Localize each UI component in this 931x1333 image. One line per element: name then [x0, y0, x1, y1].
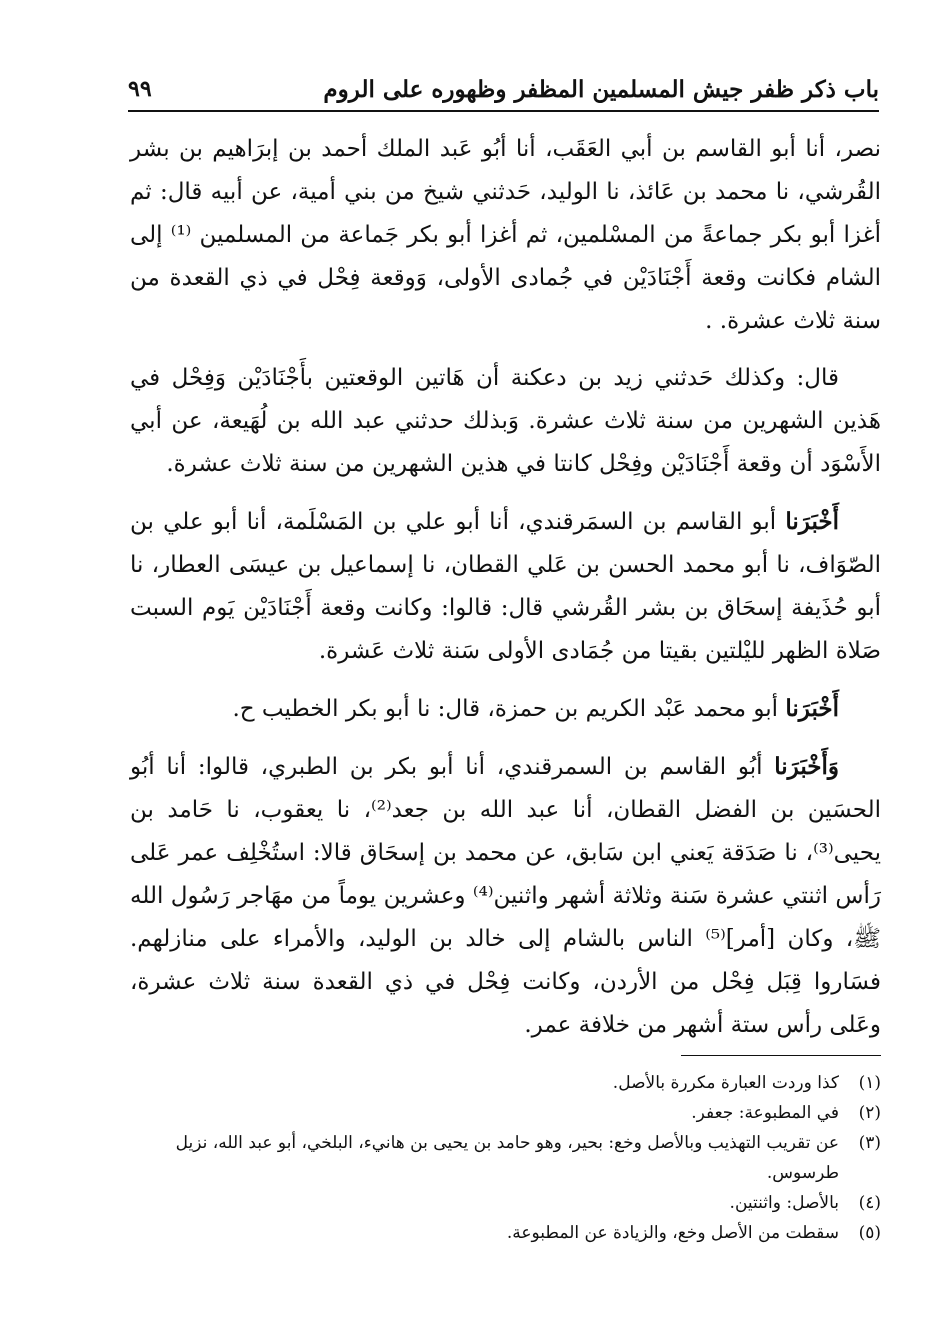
paragraph	[130, 745, 881, 1047]
footnotes	[130, 1068, 881, 1248]
main-text	[130, 128, 881, 1061]
footnote-number: (١)	[858, 1073, 881, 1093]
footnote-number: (٤)	[858, 1193, 881, 1213]
paragraph-text: أبُو القاسم بن السمرقندي، أنا أبو بكر بن الطبري، قالوا: أنا أبُو الحسَين بن الفضل القطان، أنا عبد الله بن جعد⁽²⁾، نا يعقوب، نا حَامد بن يحيى⁽³⁾، نا صَدَقة يَعني ابن سَابق، عن محمد بن إسحَاق قالا: استُخْلِف عمر عَلى رَأس اثنتي عشرة سَنة وثلاثة أشهر واثنين⁽⁴⁾ وعشرين يوماً من مهَاجر رَسُول الله ﷺ، وكان [أمر]⁽⁵⁾ الناس بالشام إلى خالد بن الوليد، والأمراء على منازلهم. فسَاروا قِبَل فِحْل من الأردن، وكانت فِحْل في ذي القعدة سنة ثلاث عشرة، وعَلى رأس ستة أشهر من خلافة عمر.	[130, 754, 881, 1038]
footnote	[130, 1128, 881, 1188]
paragraph-text: قال: وكذلك حَدثني زيد بن دعكنة أن هَاتين الوقعتين بأَجْنَادَيْن وَفِحْل في هَذين الشهرين من سنة ثلاث عشرة. وَبذلك حدثني عبد الله بن لُهَيعة، عن أبي الأَسْوَد أن وقعة أَجْنَادَيْن وفِحْل كانتا في هذين الشهرين من سنة ثلاث عشرة.	[130, 365, 881, 477]
footnote	[130, 1068, 881, 1098]
footnote-text: كذا وردت العبارة مكررة بالأصل.	[612, 1073, 839, 1093]
footnote	[130, 1098, 881, 1128]
footnote-number: (٥)	[858, 1223, 881, 1243]
running-title: باب ذكر ظفر جيش المسلمين المظفر وظهوره على الروم	[323, 75, 879, 103]
footnote-number: (٢)	[858, 1103, 881, 1123]
footnote-separator	[681, 1055, 881, 1056]
akhbarana-keyword: أَخْبَرَنا	[785, 508, 839, 535]
page-number: ٩٩	[128, 76, 152, 102]
paragraph-text: نصر، أنا أبو القاسم بن أبي العَقَب، أنا أبُو عَبد الملك أحمد بن إبرَاهيم بن بشر القُرشي، نا محمد بن عَائذ، نا الوليد، حَدثني شيخ من بني أمية، عن أبيه قال: ثم أغزا أبو بكر جماعةً من المسْلمين، ثم أغزا أبو بكر جَماعة من المسلمين ⁽¹⁾ إلى الشام فكانت وقعة أَجْنَادَيْن في جُمادى الأولى، وَوقعة فِحْل في ذي القعدة من سنة ثلاث عشرة. .	[130, 136, 882, 334]
paragraph	[130, 357, 881, 486]
footnote-text: عن تقريب التهذيب وبالأصل وخع: بحير، وهو حامد بن يحيى بن هانيء، البلخي، أبو عبد الله، نزيل طرسوس.	[175, 1133, 839, 1183]
paragraph	[130, 500, 881, 673]
footnote	[130, 1188, 881, 1218]
paragraph-text: أبو القاسم بن السمَرقندي، أنا أبو علي بن المَسْلَمة، أنا أبو علي بن الصّوَاف، نا أبو محمد الحسن بن عَلي القطان، نا إسماعيل بن عيسَى العطار، نا أبو حُذَيفة إسحَاق بن بشر القُرشي قال: قالوا: وكانت وقعة أَجْنَادَيْن يَوم السبت صَلاة الظهر لليْلتين بقيتا من جُمَادى الأولى سَنة ثلاث عَشرة.	[130, 509, 881, 664]
akhbarana-keyword: أَخْبَرَنا	[785, 695, 839, 722]
footnote-number: (٣)	[858, 1133, 881, 1153]
akhbarana-keyword: وَأَخْبَرَنا	[774, 753, 840, 780]
footnote-text: بالأصل: واثنتين.	[729, 1193, 839, 1213]
footnote-text: سقطت من الأصل وخع، والزيادة عن المطبوعة.	[506, 1223, 839, 1243]
page-header	[128, 68, 879, 112]
paragraph	[130, 128, 881, 343]
footnote-text: في المطبوعة: جعفر.	[691, 1103, 839, 1123]
paragraph	[130, 687, 881, 731]
paragraph-text: أبو محمد عَبْد الكريم بن حمزة، قال: نا أبو بكر الخطيب ح.	[232, 696, 779, 722]
footnote	[130, 1218, 881, 1248]
